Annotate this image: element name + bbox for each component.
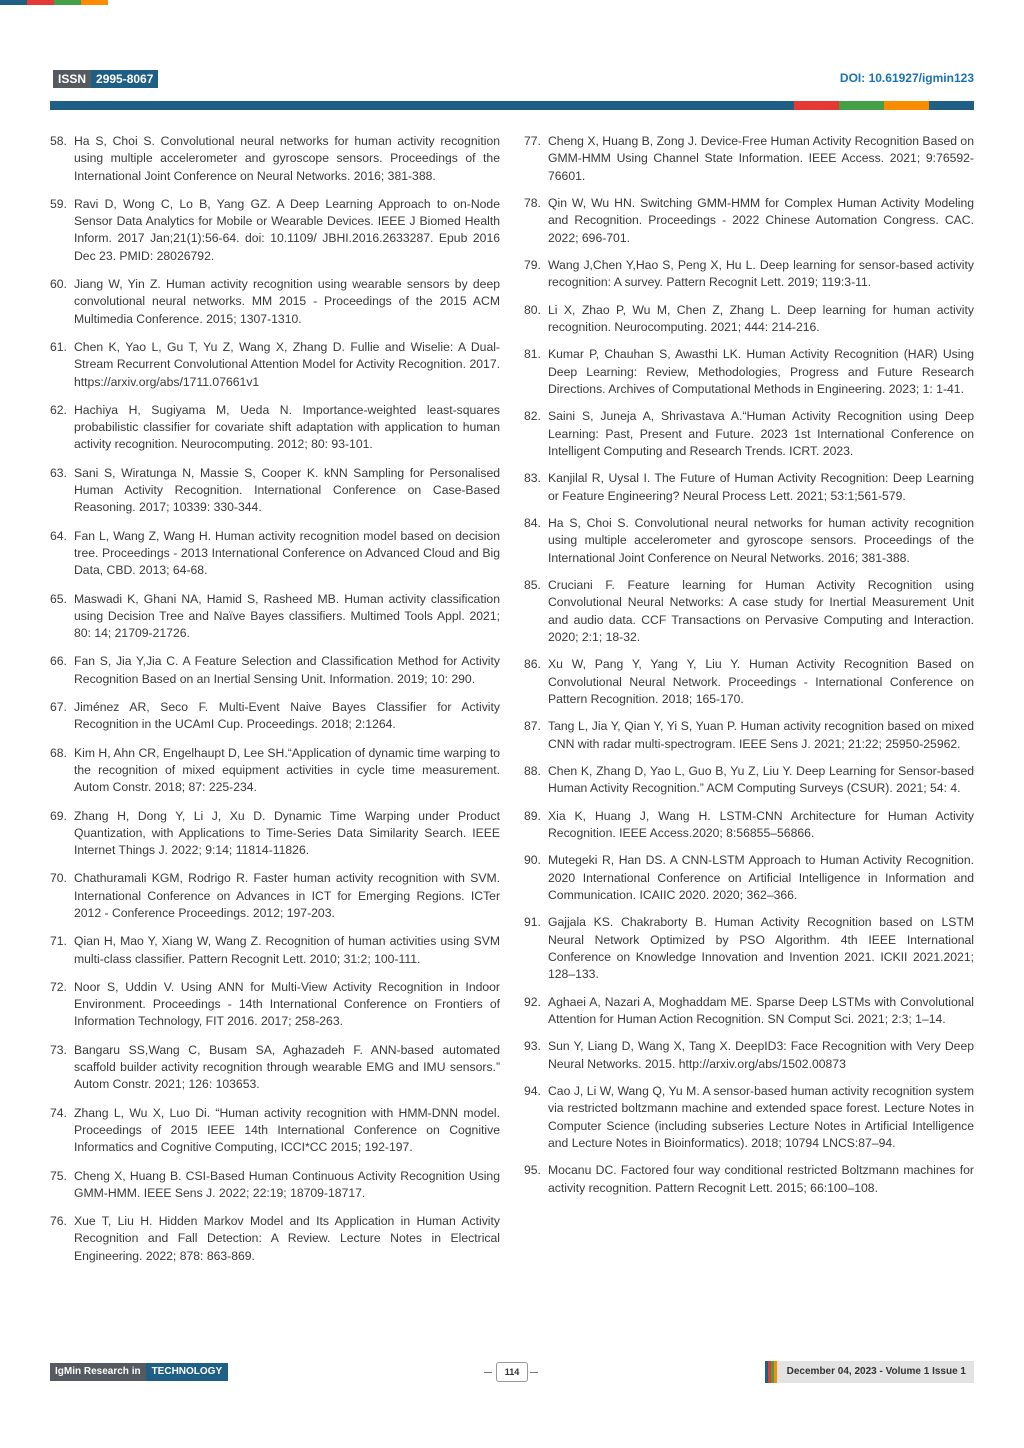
reference-item (524, 1162, 974, 1197)
reference-number: 88. (524, 763, 541, 778)
reference-text: Zhang H, Dong Y, Li J, Xu D. Dynamic Time Warping under Product Quantization, with Applications to Time-Series Data Similarity Search. IEEE Internet Things J. 2022; 9:14; 11814-11826. (74, 808, 500, 858)
reference-item (524, 994, 974, 1029)
reference-item (524, 195, 974, 247)
reference-number: 67. (50, 700, 67, 715)
reference-text: Jiang W, Yin Z. Human activity recognition using wearable sensors by deep convolutional neural networks. MM 2015 - Proceedings of the 2015 ACM Multimedia Conference. 2015; 1307-1310. (74, 277, 500, 326)
reference-number: 62. (50, 402, 67, 417)
reference-item (50, 196, 500, 265)
reference-text: Wang J,Chen Y,Hao S, Peng X, Hu L. Deep learning for sensor-based activity recognition: A survey. Pattern Recognit Lett. 2019; 119:3-11. (548, 257, 974, 290)
reference-item (50, 402, 500, 454)
reference-item (50, 339, 500, 391)
reference-item (524, 257, 974, 292)
reference-text: Fan S, Jia Y,Jia C. A Feature Selection and Classification Method for Activity Recognition Based on an Inertial Sensing Unit. Information. 2019; 10: 290. (74, 654, 500, 686)
page-number (484, 1362, 540, 1382)
reference-text: Noor S, Uddin V. Using ANN for Multi-View Activity Recognition in Indoor Environment. Proceedings - 14th International Conference on Frontiers of Information Technology, FIT 2016. 2017; 258-263. (74, 979, 500, 1029)
reference-item (50, 870, 500, 922)
reference-text: Cheng X, Huang B. CSI-Based Human Continuous Activity Recognition Using GMM-HMM. IEEE Sens J. 2022; 22:19; 18709-18717. (74, 1168, 500, 1200)
reference-number: 94. (524, 1083, 541, 1098)
doi-link[interactable]: DOI: 10.61927/igmin123 (839, 71, 974, 85)
reference-item (524, 302, 974, 337)
reference-number: 74. (50, 1105, 67, 1120)
reference-number: 87. (524, 719, 541, 734)
reference-number: 89. (524, 808, 541, 823)
reference-text: Qin W, Wu HN. Switching GMM-HMM for Complex Human Activity Modeling and Recognition. Proceedings - 2022 Chinese Automation Congress. CAC. 2022; 696-701. (548, 195, 974, 245)
journal-badge (50, 1363, 228, 1381)
reference-text: Tang L, Jia Y, Qian Y, Yi S, Yuan P. Human activity recognition based on mixed CNN with radar multi-spectrogram. IEEE Sens J. 2021; 21:22; 25950-25962. (548, 719, 974, 751)
reference-number: 78. (524, 195, 541, 210)
reference-item (50, 653, 500, 688)
reference-text: Kanjilal R, Uysal I. The Future of Human Activity Recognition: Deep Learning or Feature Engineering? Neural Process Lett. 2021; 53:1;561-579. (548, 471, 974, 503)
reference-number: 80. (524, 302, 541, 317)
reference-number: 85. (524, 577, 541, 592)
reference-number: 81. (524, 347, 541, 362)
reference-item (50, 276, 500, 328)
reference-number: 92. (524, 994, 541, 1009)
reference-number: 60. (50, 277, 67, 292)
top-color-strip (0, 0, 108, 5)
reference-text: Ha S, Choi S. Convolutional neural networks for human activity recognition using multiple accelerometer and gyroscope sensors. Proceedings of the International Joint Conference on Neural Networks. 2016; 381-388. (74, 134, 500, 183)
issn-label: ISSN (53, 70, 91, 88)
reference-number: 59. (50, 196, 67, 211)
reference-number: 77. (524, 134, 541, 148)
reference-item (524, 133, 974, 185)
reference-text: Bangaru SS,Wang C, Busam SA, Aghazadeh F. ANN-based automated scaffold builder activity recognition through wearable EMG and IMU sensors.” Autom Constr. 2021; 126: 103653. (74, 1042, 500, 1092)
reference-item (524, 1038, 974, 1073)
reference-text: Mocanu DC. Factored four way conditional restricted Boltzmann machines for activity recognition. Pattern Recognit Lett. 2015; 66:100–108. (548, 1163, 974, 1195)
reference-number: 66. (50, 654, 67, 669)
references-right-column (524, 133, 974, 1207)
reference-text: Qian H, Mao Y, Xiang W, Wang Z. Recognition of human activities using SVM multi-class classifier. Pattern Recognit Lett. 2010; 31:2; 100-111. (74, 934, 500, 966)
reference-number: 71. (50, 934, 67, 949)
reference-number: 68. (50, 745, 67, 760)
reference-number: 86. (524, 657, 541, 672)
reference-item (524, 656, 974, 708)
reference-item (50, 808, 500, 860)
reference-number: 90. (524, 853, 541, 868)
reference-text: Mutegeki R, Han DS. A CNN-LSTM Approach to Human Activity Recognition. 2020 International Conference on Artificial Intelligence in Information and Communication. ICAIIC 2020. 2020; 362–366. (548, 853, 974, 902)
reference-text: Aghaei A, Nazari A, Moghaddam ME. Sparse Deep LSTMs with Convolutional Attention for Human Action Recognition. SN Comput Sci. 2021; 2:3; 1–14. (548, 994, 974, 1026)
reference-item (50, 979, 500, 1031)
reference-item (524, 470, 974, 505)
reference-item (50, 1105, 500, 1157)
reference-text: Chen K, Zhang D, Yao L, Guo B, Yu Z, Liu Y. Deep Learning for Sensor-based Human Activity Recognition.” ACM Computing Surveys (CSUR). 2021; 54: 4. (548, 763, 974, 796)
issue-date: December 04, 2023 - Volume 1 Issue 1 (777, 1361, 974, 1383)
header-rule (50, 101, 974, 110)
page-number-value: 114 (496, 1362, 528, 1382)
reference-number: 72. (50, 979, 67, 994)
reference-number: 95. (524, 1163, 541, 1178)
reference-number: 58. (50, 134, 67, 148)
reference-text: Cruciani F. Feature learning for Human Activity Recognition using Convolutional Neural Networks: A case study for Inertial Measurement Unit and audio data. CCF Transactions on Pervasive Computing and Interaction. 2020; 2:1; 18-32. (548, 577, 974, 644)
reference-text: Ha S, Choi S. Convolutional neural networks for human activity recognition using multiple accelerometer and gyroscope sensors. Proceedings of the International Joint Conference on Neural Networks. 2016; 381-388. (548, 516, 974, 565)
reference-text: Cheng X, Huang B, Zong J. Device-Free Human Activity Recognition Based on GMM-HMM Using Channel State Information. IEEE Access. 2021; 9:76592-76601. (548, 134, 974, 183)
reference-item (50, 528, 500, 580)
reference-item (50, 465, 500, 517)
reference-number: 83. (524, 471, 541, 486)
reference-item (50, 591, 500, 643)
reference-text: Chathuramali KGM, Rodrigo R. Faster human activity recognition with SVM. International Conference on Advances in ICT for Emerging Regions. ICTer 2012 - Conference Proceedings. 2012; 197-203. (74, 871, 500, 920)
issue-color-stripes (765, 1361, 777, 1383)
reference-number: 63. (50, 465, 67, 480)
reference-text: Fan L, Wang Z, Wang H. Human activity recognition model based on decision tree. Proceedings - 2013 International Conference on Advanced Cloud and Big Data, CBD. 2013; 64-68. (74, 528, 500, 578)
reference-text: Kim H, Ahn CR, Engelhaupt D, Lee SH.“Application of dynamic time warping to the recognition of mixed equipment activities in cycle time measurement. Autom Constr. 2018; 87: 225-234. (74, 745, 500, 795)
reference-item (524, 852, 974, 904)
reference-text: Li X, Zhao P, Wu M, Chen Z, Zhang L. Deep learning for human activity recognition. Neurocomputing. 2021; 444: 214-216. (548, 302, 974, 334)
reference-text: Maswadi K, Ghani NA, Hamid S, Rasheed MB. Human activity classification using Decision Tree and Naïve Bayes classifiers. Multimed Tools Appl. 2021; 80: 14; 21709-21726. (74, 591, 500, 641)
reference-text: Xue T, Liu H. Hidden Markov Model and Its Application in Human Activity Recognition and Fall Detection: A Review. Lecture Notes in Electrical Engineering. 2022; 878: 863-869. (74, 1214, 500, 1263)
reference-number: 75. (50, 1168, 67, 1183)
reference-text: Chen K, Yao L, Gu T, Yu Z, Wang X, Zhang D. Fullie and Wiselie: A Dual-Stream Recurrent Convolutional Attention Model for Activity Recognition. 2017. https://arxiv.org/abs/1711.07661v1 (74, 339, 500, 389)
reference-number: 84. (524, 516, 541, 530)
reference-item (524, 408, 974, 460)
reference-text: Kumar P, Chauhan S, Awasthi LK. Human Activity Recognition (HAR) Using Deep Learning: Review, Methodologies, Progress and Future Research Directions. Archives of Computational Methods in Engineering. 2023; 1: 1-41. (548, 347, 974, 396)
reference-item (524, 1083, 974, 1152)
reference-text: Hachiya H, Sugiyama M, Ueda N. Importance-weighted least-squares probabilistic classifier for covariate shift adaptation with application to human activity recognition. Neurocomputing. 2012; 80: 93-101. (74, 402, 500, 452)
reference-item (50, 1042, 500, 1094)
reference-text: Ravi D, Wong C, Lo B, Yang GZ. A Deep Learning Approach to on-Node Sensor Data Analytics for Mobile or Wearable Devices. IEEE J Biomed Health Inform. 2017 Jan;21(1):56-64. doi: 10.1109/ JBHI.2016.2633287. Epub 2016 Dec 23. PMID: 28026792. (74, 196, 500, 263)
reference-text: Saini S, Juneja A, Shrivastava A.“Human Activity Recognition using Deep Learning: Past, Present and Future. 2023 1st International Conference on Intelligent Computing and Research Trends. ICRT. 2023. (548, 409, 974, 458)
reference-number: 82. (524, 409, 541, 424)
reference-item (524, 346, 974, 398)
reference-number: 61. (50, 339, 67, 354)
reference-number: 93. (524, 1039, 541, 1054)
journal-prefix: IgMin Research in (50, 1363, 146, 1381)
reference-item (524, 718, 974, 753)
reference-item (524, 515, 974, 567)
reference-item (524, 808, 974, 843)
reference-item (524, 763, 974, 798)
reference-text: Zhang L, Wu X, Luo Di. “Human activity recognition with HMM-DNN model. Proceedings of 2015 IEEE 14th International Conference on Cognitive Informatics and Cognitive Computing, ICCI*CC 2015; 192-197. (74, 1105, 500, 1155)
reference-item (524, 577, 974, 646)
reference-number: 76. (50, 1214, 67, 1229)
reference-text: Jiménez AR, Seco F. Multi-Event Naive Bayes Classifier for Activity Recognition in the UCAmI Cup. Proceedings. 2018; 2:1264. (74, 700, 500, 732)
issn-value: 2995-8067 (91, 70, 158, 88)
issn-badge (53, 70, 158, 88)
reference-item (50, 933, 500, 968)
reference-text: Gajjala KS. Chakraborty B. Human Activity Recognition based on LSTM Neural Network Optimized by PSO Algorithm. 4th IEEE International Conference on Knowledge Innovation and Invention 2021. ICKII 2021.2021; 128–133. (548, 915, 974, 982)
reference-item (524, 914, 974, 983)
reference-text: Sani S, Wiratunga N, Massie S, Cooper K. kNN Sampling for Personalised Human Activity Recognition. International Conference on Case-Based Reasoning. 2017; 10339: 330-344. (74, 465, 500, 515)
reference-item (50, 133, 500, 185)
reference-text: Xia K, Huang J, Wang H. LSTM-CNN Architecture for Human Activity Recognition. IEEE Access.2020; 8:56855–56866. (548, 808, 974, 840)
reference-number: 91. (524, 915, 541, 930)
reference-number: 73. (50, 1042, 67, 1057)
journal-subject: TECHNOLOGY (146, 1363, 229, 1381)
reference-text: Cao J, Li W, Wang Q, Yu M. A sensor-based human activity recognition system via restricted boltzmann machine and extended space forest. Lecture Notes in Computer Science (including subseries Lecture Notes in Artificial Intelligence and Lecture Notes in Bioinformatics). 2018; 10794 LNCS:87–94. (548, 1083, 974, 1150)
issue-badge (765, 1361, 974, 1383)
reference-item (50, 699, 500, 734)
reference-item (50, 745, 500, 797)
reference-number: 79. (524, 257, 541, 272)
reference-item (50, 1213, 500, 1265)
reference-number: 70. (50, 871, 67, 886)
reference-item (50, 1168, 500, 1203)
reference-text: Xu W, Pang Y, Yang Y, Liu Y. Human Activity Recognition Based on Convolutional Neural Network. Proceedings - International Conference on Pattern Recognition. 2018; 165-170. (548, 657, 974, 706)
references-left-column (50, 133, 500, 1276)
reference-text: Sun Y, Liang D, Wang X, Tang X. DeepID3: Face Recognition with Very Deep Neural Networks. 2015. http://arxiv.org/abs/1502.00873 (548, 1039, 974, 1071)
reference-number: 69. (50, 808, 67, 823)
reference-number: 64. (50, 528, 67, 543)
reference-number: 65. (50, 591, 67, 606)
